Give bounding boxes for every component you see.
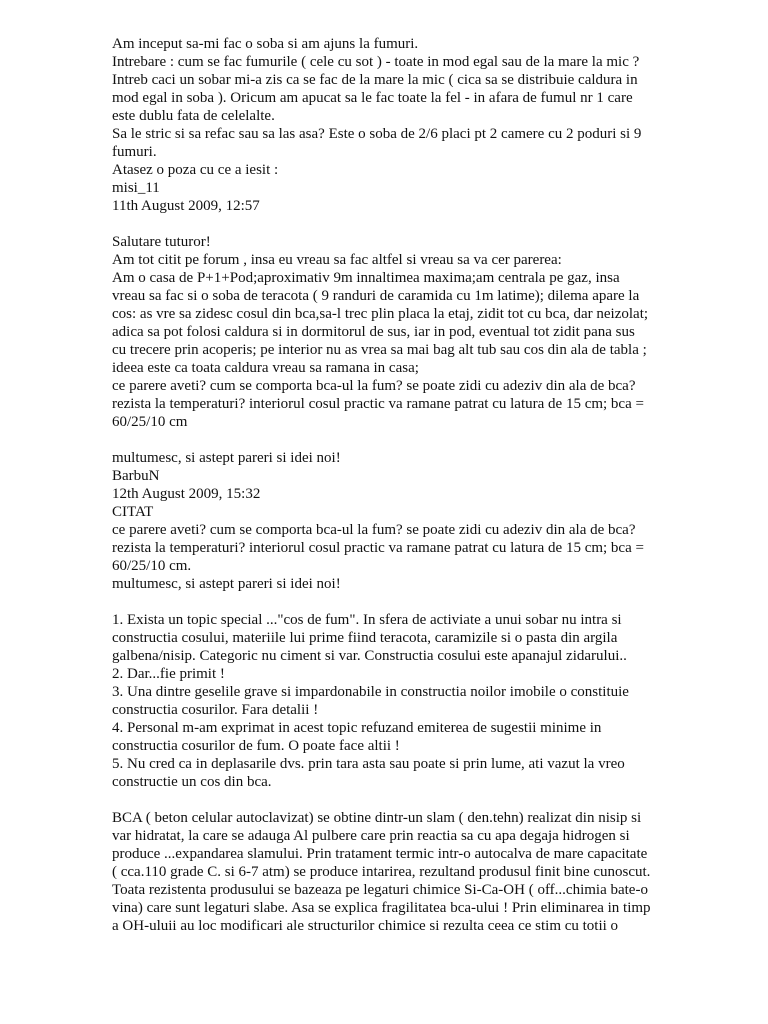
reply-list-line: constructie un cos din bca. bbox=[112, 774, 272, 790]
reply-list-line: galbena/nisip. Categoric nu ciment si var. Constructia cosului este apanajul zidarului.. bbox=[112, 648, 627, 664]
post-2-line: cu trecere prin acoperis; pe interior nu as vrea sa mai bag alt tub sau cos din ala de tabla ; bbox=[112, 342, 647, 358]
post-2-line: cos: as vre sa zidesc cosul din bca,sa-l trec plin placa la etaj, zidit tot cu bca, dar neizolat; bbox=[112, 306, 649, 322]
quote-line: multumesc, si astept pareri si idei noi! bbox=[112, 576, 341, 592]
post-2-line: 60/25/10 cm bbox=[112, 414, 188, 430]
spacer bbox=[112, 791, 658, 809]
bca-line: ( cca.110 grade C. si 6-7 atm) se produce intarirea, rezultand produsul finit bine cunoscut. bbox=[112, 864, 651, 880]
quote-line: 60/25/10 cm. bbox=[112, 558, 192, 574]
reply-numbered-list bbox=[112, 611, 658, 791]
spacer bbox=[112, 431, 658, 449]
post-2-line: Am tot citit pe forum , insa eu vreau sa fac altfel si vreau sa va cer parerea: bbox=[112, 252, 562, 268]
post-2-line: Am o casa de P+1+Pod;aproximativ 9m innaltimea maxima;am centrala pe gaz, insa bbox=[112, 270, 620, 286]
reply-list-line: constructia cosului, materiile lui prime fiind teracota, caramizile si o pasta din argila bbox=[112, 630, 618, 646]
bca-line: Toata rezistenta produsului se bazeaza pe legaturi chimice Si-Ca-OH ( off...chimia bate-o bbox=[112, 882, 648, 898]
quote-block bbox=[112, 521, 658, 593]
quote-line: rezista la temperaturi? interiorul cosul practic va ramane patrat cu latura de 15 cm; bca = bbox=[112, 540, 644, 556]
reply-list-line: 2. Dar...fie primit ! bbox=[112, 666, 225, 682]
bca-line: BCA ( beton celular autoclavizat) se obtine dintr-un slam ( den.tehn) realizat din nisip si bbox=[112, 810, 642, 826]
post-1-line: fumuri. bbox=[112, 144, 157, 160]
bca-paragraph bbox=[112, 809, 658, 935]
post-1-body bbox=[112, 35, 658, 179]
post-1-line: Atasez o poza cu ce a iesit : bbox=[112, 162, 279, 178]
post-1-line: Sa le stric si sa refac sau sa las asa? Este o soba de 2/6 placi pt 2 camere cu 2 poduri si 9 bbox=[112, 126, 642, 142]
reply-list-line: 4. Personal m-am exprimat in acest topic refuzand emiterea de sugestii minime in bbox=[112, 720, 602, 736]
quote-line: ce parere aveti? cum se comporta bca-ul la fum? se poate zidi cu adeziv din ala de bca? bbox=[112, 522, 636, 538]
post-2-author: BarbuN bbox=[112, 468, 160, 484]
bca-line: produce ...expandarea slamului. Prin tratament termic intr-o autocalva de mare capacitate bbox=[112, 846, 648, 862]
post-2-timestamp: 12th August 2009, 15:32 bbox=[112, 486, 261, 502]
post-2-line: vreau sa fac si o soba de teracota ( 9 randuri de caramida cu 1m latime); dilema apare la bbox=[112, 288, 640, 304]
bca-line: vina) care sunt legaturi slabe. Asa se explica fragilitatea bca-ului ! Prin eliminarea in timp bbox=[112, 900, 651, 916]
bca-line: a OH-uluii au loc modificari ale structurilor chimice si rezulta ceea ce stim cu totii o bbox=[112, 918, 619, 934]
forum-thread-document bbox=[112, 35, 658, 935]
post-2-line: adica sa pot folosi caldura si in dormitorul de sus, iar in pod, eventual tot zidit pana sus bbox=[112, 324, 635, 340]
post-1-line: Intreb caci un sobar mi-a zis ca se fac de la mare la mic ( cica sa se distribuie caldura in bbox=[112, 72, 638, 88]
post-1-author: misi_11 bbox=[112, 180, 160, 196]
post-1-line: mod egal in soba ). Oricum am apucat sa le fac toate la fel - in afara de fumul nr 1 care bbox=[112, 90, 633, 106]
post-2-body bbox=[112, 233, 658, 431]
post-2-line: rezista la temperaturi? interiorul cosul practic va ramane patrat cu latura de 15 cm; bca = bbox=[112, 396, 644, 412]
post-2-line: ideea este ca toata caldura vreau sa ramana in casa; bbox=[112, 360, 419, 376]
post-1-line: Intrebare : cum se fac fumurile ( cele cu sot ) - toate in mod egal sau de la mare la mic ? bbox=[112, 54, 640, 70]
bca-line: var hidratat, la care se adauga Al pulbere care prin reactia sa cu apa degaja hidrogen si bbox=[112, 828, 630, 844]
reply-list-line: constructia cosurilor de fum. O poate face altii ! bbox=[112, 738, 400, 754]
post-2-closing: multumesc, si astept pareri si idei noi! bbox=[112, 450, 341, 466]
post-1-timestamp: 11th August 2009, 12:57 bbox=[112, 198, 260, 214]
reply-list-line: 3. Una dintre geselile grave si impardonabile in constructia noilor imobile o constituie bbox=[112, 684, 629, 700]
post-1-line: Am inceput sa-mi fac o soba si am ajuns la fumuri. bbox=[112, 36, 419, 52]
post-2-line: ce parere aveti? cum se comporta bca-ul la fum? se poate zidi cu adeziv din ala de bca? bbox=[112, 378, 636, 394]
reply-list-line: constructia cosurilor. Fara detalii ! bbox=[112, 702, 319, 718]
quote-label: CITAT bbox=[112, 504, 154, 520]
spacer bbox=[112, 593, 658, 611]
post-1-line: este dublu fata de celelalte. bbox=[112, 108, 275, 124]
post-2-line: Salutare tuturor! bbox=[112, 234, 211, 250]
reply-list-line: 5. Nu cred ca in deplasarile dvs. prin tara asta sau poate si prin lume, ati vazut la vreo bbox=[112, 756, 625, 772]
spacer bbox=[112, 215, 658, 233]
reply-list-line: 1. Exista un topic special ..."cos de fum". In sfera de activiate a unui sobar nu intra si bbox=[112, 612, 622, 628]
